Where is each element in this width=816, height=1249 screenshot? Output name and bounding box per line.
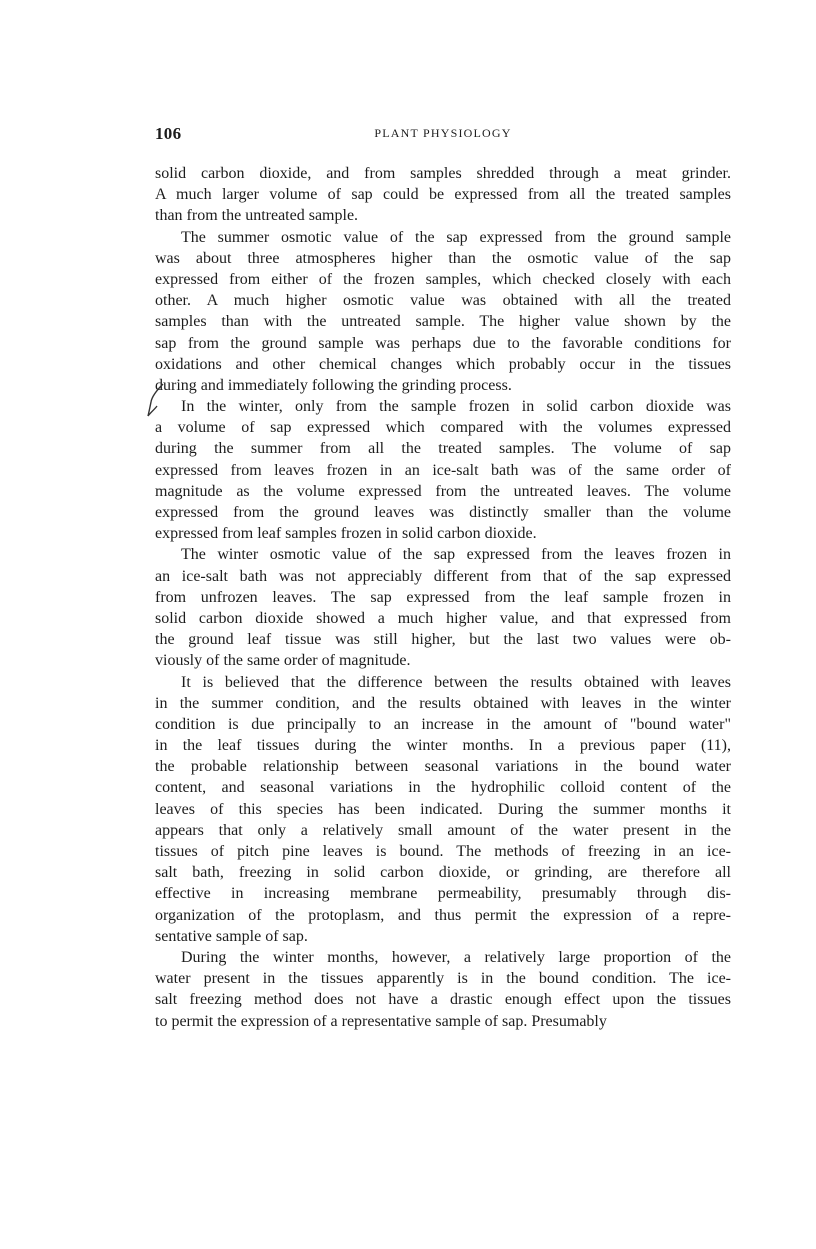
text-line: expressed from the ground leaves was distinctly smaller than the volume — [155, 504, 731, 521]
text-line: expressed from leaf samples frozen in solid carbon dioxide. — [155, 525, 537, 543]
text-line: water present in the tissues apparently is in the bound condition. The ice- — [155, 970, 731, 988]
text-line: to permit the expression of a representative sample of sap. Presumably — [155, 1012, 607, 1030]
text-line: The summer osmotic value of the sap expressed from the ground sample — [181, 228, 731, 246]
text-line: organization of the protoplasm, and thus permit the expression of a repre- — [155, 906, 731, 924]
text-line: leaves of this species has been indicated. During the summer months it — [155, 800, 731, 818]
text-line: sentative sample of sap. — [155, 927, 308, 945]
paragraph — [155, 227, 731, 397]
page-header — [155, 124, 731, 146]
text-line: appears that only a relatively small amount of the water present in the — [155, 821, 731, 839]
text-line: The winter osmotic value of the sap expressed from the leaves frozen in — [181, 546, 731, 564]
text-line: viously of the same order of magnitude. — [155, 652, 411, 670]
text-line: tissues of pitch pine leaves is bound. The methods of freezing in an ice- — [155, 843, 731, 860]
text-line: than from the untreated sample. — [155, 207, 359, 225]
text-line: In the winter, only from the sample frozen in solid carbon dioxide was — [181, 398, 731, 416]
text-line: During the winter months, however, a relatively large proportion of the — [181, 948, 731, 966]
page-number: 106 — [155, 124, 182, 143]
text-line: salt freezing method does not have a drastic enough effect upon the tissues — [155, 991, 731, 1009]
paragraph — [155, 544, 731, 671]
paragraph — [155, 947, 731, 1032]
text-line: during and immediately following the grinding process. — [155, 376, 512, 394]
text-line: samples than with the untreated sample. The higher value shown by the — [155, 313, 731, 331]
text-line: in the summer condition, and the results obtained with leaves in the winter — [155, 694, 731, 712]
text-line: during the summer from all the treated samples. The volume of sap — [155, 440, 731, 458]
text-line: a volume of sap expressed which compared with the volumes expressed — [155, 419, 731, 437]
text-line: salt bath, freezing in solid carbon dioxide, or grinding, are therefore all — [155, 864, 731, 882]
text-line: sap from the ground sample was perhaps due to the favorable conditions for — [155, 334, 731, 352]
text-line: oxidations and other chemical changes which probably occur in the tissues — [155, 355, 731, 373]
paragraph — [155, 163, 731, 227]
text-line: expressed from leaves frozen in an ice-salt bath was of the same order of — [155, 461, 731, 479]
text-line: the ground leaf tissue was still higher, but the last two values were ob- — [155, 631, 731, 649]
running-head: PLANT PHYSIOLOGY — [374, 126, 512, 140]
text-line: an ice-salt bath was not appreciably different from that of the sap expressed — [155, 567, 731, 585]
text-line: condition is due principally to an increase in the amount of "bound water" — [155, 715, 731, 733]
text-line: solid carbon dioxide showed a much higher value, and that expressed from — [155, 609, 731, 627]
text-line: in the leaf tissues during the winter months. In a previous paper (11), — [155, 737, 731, 755]
text-line: from unfrozen leaves. The sap expressed from the leaf sample frozen in — [155, 588, 731, 606]
text-line: content, and seasonal variations in the hydrophilic colloid content of the — [155, 779, 731, 797]
text-line: effective in increasing membrane permeability, presumably through dis- — [155, 885, 731, 903]
paragraph — [155, 396, 731, 544]
body-text — [155, 163, 731, 1032]
text-line: A much larger volume of sap could be expressed from all the treated samples — [155, 186, 731, 204]
text-line: the probable relationship between seasonal variations in the bound water — [155, 758, 731, 776]
text-line: It is believed that the difference between the results obtained with leaves — [181, 673, 731, 691]
text-line: solid carbon dioxide, and from samples shredded through a meat grinder. — [155, 165, 731, 182]
text-line: was about three atmospheres higher than the osmotic value of the sap — [155, 249, 731, 267]
text-line: magnitude as the volume expressed from the untreated leaves. The volume — [155, 482, 731, 500]
text-line: other. A much higher osmotic value was obtained with all the treated — [155, 292, 731, 310]
text-line: expressed from either of the frozen samples, which checked closely with each — [155, 270, 731, 288]
paragraph — [155, 672, 731, 947]
handwritten-margin-mark — [143, 382, 169, 418]
